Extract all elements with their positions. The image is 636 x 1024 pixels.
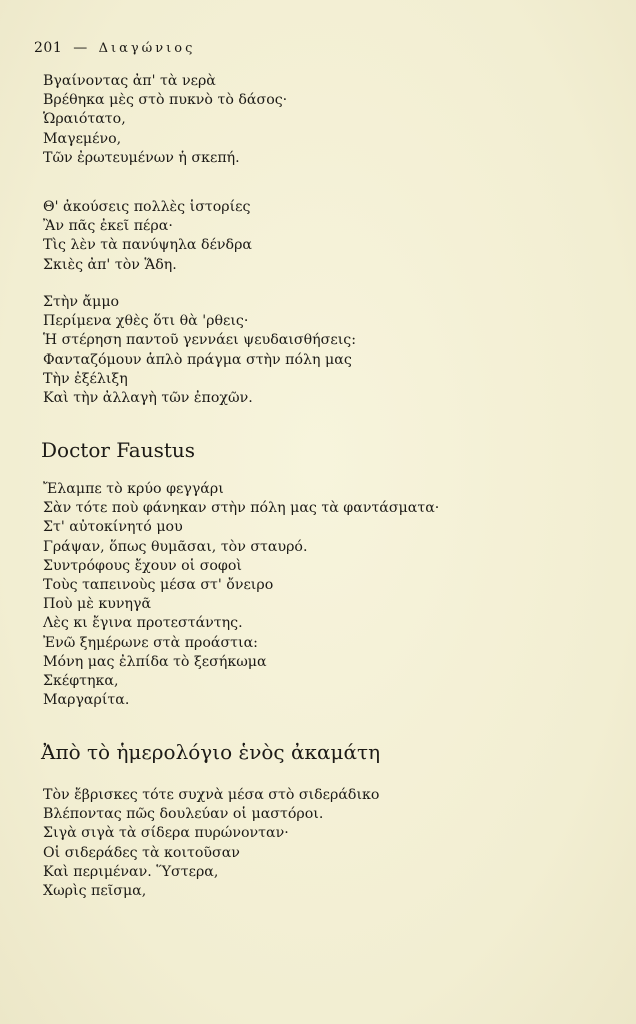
poem-line: Χωρὶς πεῖσμα, [43,883,147,900]
poem-line: Στὴν ἄμμο [43,294,120,310]
poem-line: Σιγὰ σιγὰ τὰ σίδερα πυρώνονταν· [43,825,289,842]
poem-line: Καὶ περιμέναν. Ὕστερα, [43,863,219,880]
poem-line: Ἐνῶ ξημέρωνε στὰ προάστια: [43,634,258,651]
poem-line: Σὰν τότε ποὺ φάνηκαν στὴν πόλη μας τὰ φαντάσματα· [43,500,440,517]
page-number: 201 [34,40,63,56]
poem-line: Ὡραιότατο, [43,111,126,128]
poem-line: Λὲς κι ἔγινα προτεστάντης. [43,615,243,632]
stanza-2 [43,198,252,275]
poem-line: Σκέφτηκα, [43,673,119,690]
poem-diary [43,786,379,901]
poem-line: Ἂν πᾶς ἐκεῖ πέρα· [43,218,173,235]
poem-line: Βγαίνοντας ἀπ' τὰ νερὰ [43,73,216,89]
poem-line: Στ' αὐτοκίνητό μου [43,519,183,536]
running-title: Διαγώνιος [98,41,196,56]
stanza-1 [43,72,287,168]
poem-line: Βλέποντας πῶς δουλεύαν οἱ μαστόροι. [43,806,324,823]
poem-line: Ἔλαμπε τὸ κρύο φεγγάρι [43,481,224,497]
poem-line: Περίμενα χθὲς ὅτι θὰ 'ρθεις· [43,313,249,330]
page-header [34,40,195,56]
poem-line: Φανταζόμουν ἁπλὸ πράγμα στὴν πόλη μας [43,351,352,368]
poem-line: Μόνη μας ἐλπίδα τὸ ξεσήκωμα [43,653,267,670]
poem-line: Μαργαρίτα. [43,692,130,709]
poem-line: Ἡ στέρηση παντοῦ γεννάει ψευδαισθήσεις: [43,332,356,349]
poem-line: Τῶν ἐρωτευμένων ἡ σκεπή. [43,149,240,166]
poem-line: Τοὺς ταπεινοὺς μέσα στ' ὄνειρο [43,577,274,594]
poem-line: Σκιὲς ἀπ' τὸν Ἅδη. [43,256,177,273]
poem-line: Τὴν ἐξέλιξη [43,370,128,387]
poem-line: Συντρόφους ἔχουν οἱ σοφοὶ [43,557,242,574]
poem-title-diary: Ἀπὸ τὸ ἡμερολόγιο ἑνὸς ἀκαμάτη [41,740,381,764]
poem-line: Θ' ἀκούσεις πολλὲς ἱστορίες [43,199,251,215]
poem-line: Βρέθηκα μὲς στὸ πυκνὸ τὸ δάσος· [43,92,288,109]
poem-line: Ποὺ μὲ κυνηγᾶ [43,596,152,613]
header-dash: — [73,40,88,56]
poem-line: Καὶ τὴν ἀλλαγὴ τῶν ἐποχῶν. [43,390,253,407]
stanza-3 [43,293,356,408]
poem-line: Τὸν ἔβρισκες τότε συχνὰ μέσα στὸ σιδεράδικο [43,787,380,803]
poem-line: Γράψαν, ὅπως θυμᾶσαι, τὸν σταυρό. [43,538,308,555]
poem-doctor-faustus [43,480,439,710]
poem-line: Οἱ σιδεράδες τὰ κοιτοῦσαν [43,844,240,861]
poem-title-doctor-faustus: Doctor Faustus [41,438,196,462]
poem-line: Μαγεμένο, [43,130,122,147]
poem-line: Τὶς λὲν τὰ πανύψηλα δένδρα [43,237,253,254]
